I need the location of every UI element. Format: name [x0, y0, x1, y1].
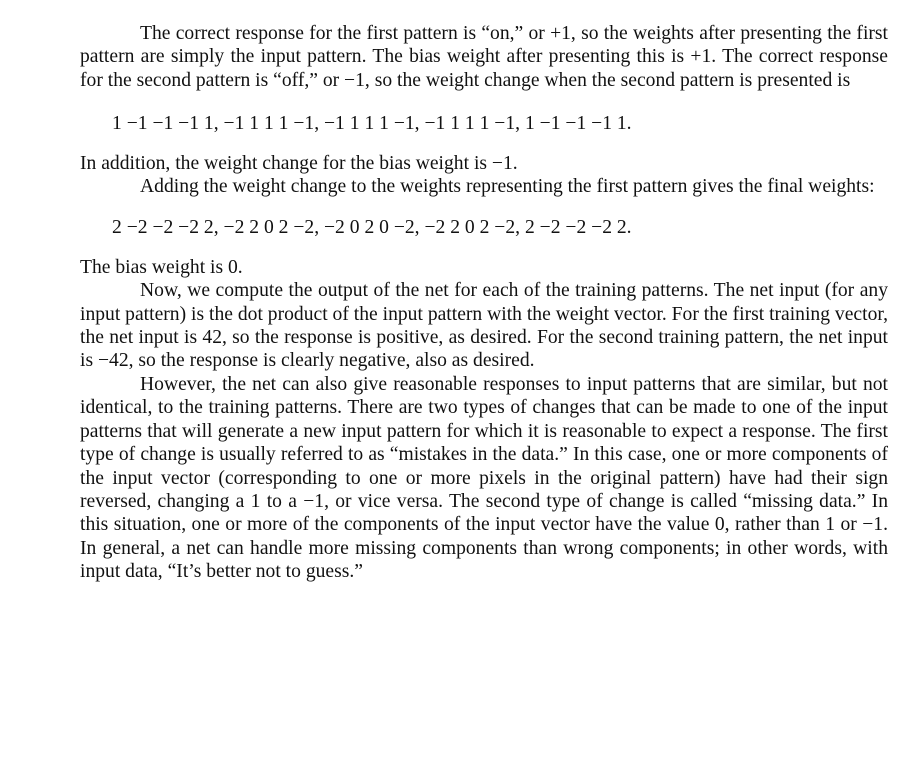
paragraph-bias-change: In addition, the weight change for the bias weight is −1. [80, 152, 518, 174]
paragraph-final-weights-intro: Adding the weight change to the weights representing the first pattern gives the final weights: [140, 176, 875, 198]
paragraph-net-output: Now, we compute the output of the net for each of the training patterns. The net input (for any input pattern) is the dot product of the input pattern with the weight vector. For the first training vector, the net input is 42, so the response is positive, as desired. For the second training pattern, the net input is −42, so the response is clearly negative, also as desired. [80, 280, 888, 372]
paragraph-weights-after-first-pattern: The correct response for the first pattern is “on,” or +1, so the weights after presenting the first pattern are simply the input pattern. The bias weight after presenting this is +1. The correct response for the second pattern is “off,” or −1, so the weight change when the second pattern is presented is [80, 23, 888, 91]
paragraph-mistakes-missing-data: However, the net can also give reasonable responses to input patterns that are similar, but not identical, to the training patterns. There are two types of changes that can be made to one of the input patterns that will generate a new input pattern for which it is reasonable to expect a response. The first type of change is usually referred to as “mistakes in the data.” In this case, one or more components of the input vector (corresponding to one or more pixels in the original pattern) have had their sign reversed, changing a 1 to a −1, or vice versa. The second type of change is called “missing data.” In this situation, one or more of the components of the input vector have the value 0, rather than 1 or −1. In general, a net can handle more missing components than wrong components; in other words, with input data, “It’s better not to guess.” [80, 373, 888, 583]
equation-weight-change: 1 −1 −1 −1 1, −1 1 1 1 −1, −1 1 1 1 −1, −1 1 1 1 −1, 1 −1 −1 −1 1. [112, 113, 632, 135]
equation-final-weights: 2 −2 −2 −2 2, −2 2 0 2 −2, −2 0 2 0 −2, −2 2 0 2 −2, 2 −2 −2 −2 2. [112, 217, 632, 239]
paragraph-bias-weight-zero: The bias weight is 0. [80, 256, 243, 278]
book-page [80, 22, 888, 584]
